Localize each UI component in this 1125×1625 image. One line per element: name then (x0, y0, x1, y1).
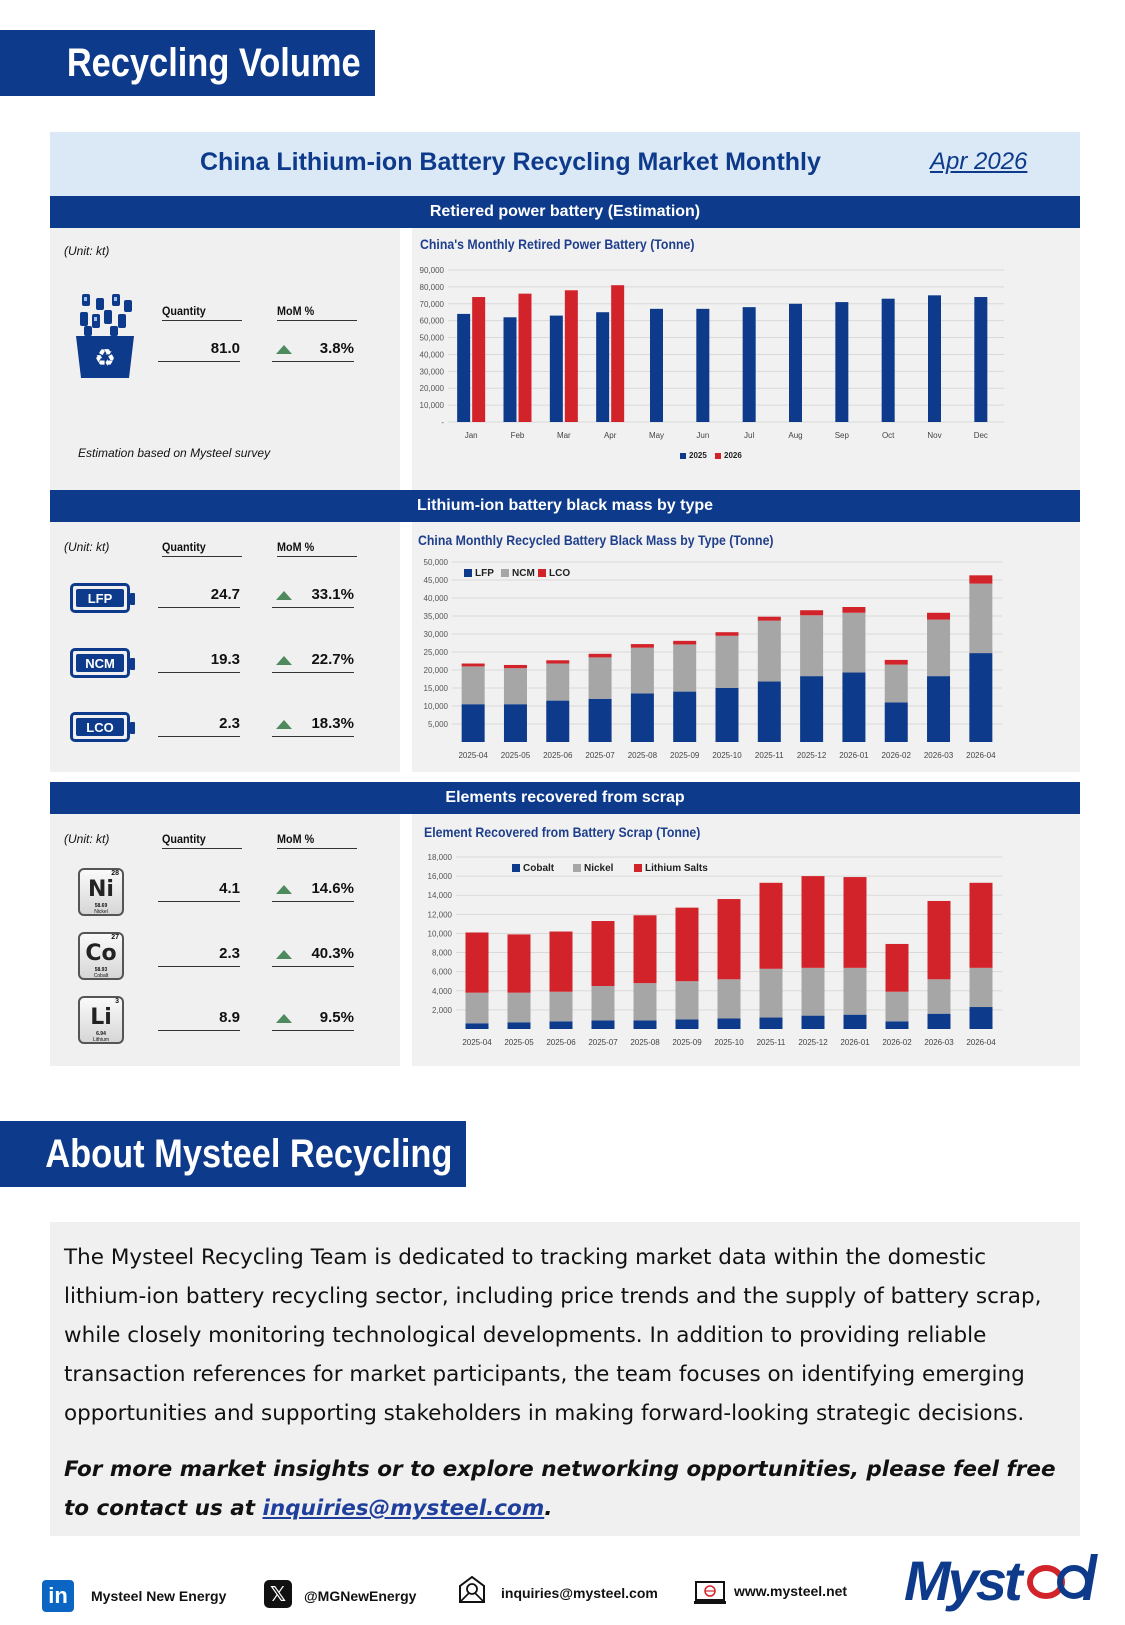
bar-series-2025 (650, 309, 663, 422)
bar-cobalt (760, 1018, 783, 1029)
x-tick-label: 2025-10 (712, 751, 742, 760)
bar-lco (885, 660, 908, 665)
bar-series-2025 (743, 307, 756, 422)
footer-linkedin-label[interactable]: Mysteel New Energy (91, 1588, 227, 1604)
bar-lithium-salts (802, 876, 825, 968)
x-tick-label: 2026-01 (840, 1038, 870, 1047)
bar-ncm (800, 615, 823, 676)
bar-lco (462, 664, 485, 667)
bar-ncm (504, 668, 527, 704)
about-paragraph: The Mysteel Recycling Team is dedicated to tracking market data within the domestic lithium-ion battery recycling sector, including price trends and the supply of battery scrap, while closely monitoring technological developments. In addition to providing reliable transaction references for market participants, the team focuses on identifying emerging opportunities and supporting stakeholders in making forward-looking strategic decisions. (64, 1245, 1042, 1426)
x-tick-label: 2026-04 (966, 751, 996, 760)
bar-lithium-salts (634, 915, 657, 983)
bar-ncm (546, 664, 569, 701)
x-tick-label: 2026-03 (924, 1038, 954, 1047)
bar-nickel (676, 981, 699, 1019)
bar-cobalt (550, 1021, 573, 1029)
cobalt-mom-value: 40.3% (272, 945, 354, 967)
y-tick-label: 40,000 (419, 350, 444, 360)
ncm-mom-value: 22.7% (272, 651, 354, 673)
x-tick-label: Nov (927, 431, 942, 440)
y-tick-label: 16,000 (427, 872, 452, 882)
bar-lithium-salts (970, 883, 993, 968)
retired-battery-chart (412, 228, 1080, 490)
bar-lfp (969, 653, 992, 742)
lfp-quantity-value: 24.7 (158, 586, 240, 608)
elements-kpi-panel (50, 814, 400, 1066)
x-twitter-icon[interactable]: 𝕏 (264, 1580, 292, 1608)
retired-section-bar: Retiered power battery (Estimation) (50, 196, 1080, 228)
x-tick-label: Oct (881, 431, 895, 440)
report-title-band (50, 132, 1080, 196)
y-tick-label: 12,000 (427, 910, 452, 920)
x-tick-label: 2025-06 (546, 1038, 576, 1047)
bar-cobalt (718, 1018, 741, 1029)
website-icon[interactable] (694, 1580, 726, 1606)
bar-nickel (970, 968, 993, 1007)
bar-nickel (550, 992, 573, 1022)
y-tick-label: 90,000 (419, 266, 444, 275)
x-tick-label: 2026-01 (839, 751, 869, 760)
ncm-battery-icon: NCM (70, 648, 130, 678)
x-tick-label: 2026-02 (881, 751, 911, 760)
x-tick-label: 2025-10 (714, 1038, 744, 1047)
blackmass-chart-panel (412, 522, 1080, 772)
x-tick-label: 2025-08 (627, 751, 658, 760)
bar-series-2026 (472, 297, 485, 422)
bar-lco (673, 641, 696, 645)
x-tick-label: 2025-11 (756, 1038, 786, 1047)
bar-lfp (589, 699, 612, 742)
bar-nickel (886, 992, 909, 1022)
retired-quantity-value: 81.0 (158, 340, 240, 362)
lco-mom-value: 18.3% (272, 715, 354, 737)
lithium-mom-value: 9.5% (272, 1009, 354, 1031)
y-tick-label: 25,000 (423, 648, 448, 657)
bar-ncm (589, 657, 612, 698)
y-tick-label: 10,000 (423, 702, 448, 711)
bar-nickel (592, 986, 615, 1020)
y-tick-label: 50,000 (423, 558, 448, 567)
bar-nickel (718, 979, 741, 1018)
nickel-quantity-value: 4.1 (158, 880, 240, 902)
y-tick-label: 10,000 (419, 401, 444, 411)
footer-email-label[interactable]: inquiries@mysteel.com (501, 1585, 658, 1601)
bar-series-2025 (504, 317, 517, 422)
y-tick-label: 20,000 (419, 384, 444, 394)
x-tick-label: Sep (834, 431, 849, 440)
bar-nickel (928, 979, 951, 1013)
legend-swatch (464, 569, 472, 577)
linkedin-icon[interactable]: in (42, 1580, 74, 1612)
y-tick-label: 35,000 (423, 612, 448, 621)
section-title-about: About Mysteel Recycling (0, 1121, 466, 1187)
battery-recycling-bin-icon (74, 292, 136, 382)
bar-ncm (631, 648, 654, 694)
bar-lco (800, 610, 823, 615)
y-tick-label: 50,000 (419, 333, 444, 343)
footer-website-label[interactable]: www.mysteel.net (734, 1583, 848, 1599)
x-tick-label: 2025-07 (588, 1038, 618, 1047)
bar-series-2025 (835, 302, 848, 422)
mysteel-logo (904, 1548, 1104, 1614)
bar-lithium-salts (928, 901, 951, 979)
legend-label: NCM (512, 568, 535, 579)
bar-lithium-salts (718, 899, 741, 979)
retired-chart-title: China's Monthly Retired Power Battery (Tonne) (420, 236, 695, 252)
lithium-quantity-value: 8.9 (158, 1009, 240, 1031)
bar-series-2026 (565, 290, 578, 422)
bar-series-2026 (611, 285, 624, 422)
elements-unit: (Unit: kt) (64, 832, 110, 846)
bar-cobalt (634, 1020, 657, 1029)
x-tick-label: Apr (603, 431, 617, 440)
bar-lfp (673, 692, 696, 742)
x-tick-label: Dec (973, 431, 988, 440)
elements-mom-header: MoM % (277, 832, 357, 849)
bar-lfp (758, 682, 781, 742)
retired-unit: (Unit: kt) (64, 244, 110, 258)
elements-chart-panel (412, 814, 1080, 1066)
bar-lco (716, 632, 739, 636)
legend-swatch (573, 864, 581, 872)
lithium-element-icon: 3 Li 6.94 Lithium (78, 996, 124, 1044)
bar-nickel (760, 969, 783, 1018)
legend-swatch (680, 453, 686, 459)
bar-cobalt (844, 1015, 867, 1029)
blackmass-chart-title: China Monthly Recycled Battery Black Mass by Type (Tonne) (418, 532, 774, 548)
bar-series-2025 (882, 299, 895, 422)
bar-nickel (508, 993, 531, 1023)
retired-mom-value: 3.8% (272, 340, 354, 362)
bar-lco (927, 613, 950, 620)
bar-series-2025 (550, 316, 563, 422)
cobalt-element-icon: 27 Co 58.93 Cobalt (78, 932, 124, 980)
y-tick-label: 70,000 (419, 299, 444, 309)
elements-quantity-header: Quantity (162, 832, 242, 849)
legend-label: LFP (475, 568, 494, 579)
x-tick-label: Aug (788, 431, 803, 440)
bar-lithium-salts (676, 908, 699, 982)
elements-chart (412, 814, 1080, 1066)
x-tick-label: 2025-11 (754, 751, 784, 760)
about-box (50, 1222, 1080, 1536)
ncm-quantity-value: 19.3 (158, 651, 240, 673)
bar-cobalt (928, 1014, 951, 1029)
retired-mom-header: MoM % (277, 304, 357, 321)
legend-label: 2025 (689, 451, 707, 460)
bar-lithium-salts (466, 932, 489, 992)
bar-cobalt (508, 1022, 531, 1029)
lfp-battery-icon: LFP (70, 583, 130, 613)
bar-nickel (844, 968, 867, 1015)
retired-estimation-note: Estimation based on Mysteel survey (78, 446, 271, 460)
report-date: Apr 2026 (930, 148, 1028, 175)
bar-ncm (842, 613, 865, 673)
report-title: China Lithium-ion Battery Recycling Market Monthly (200, 148, 821, 176)
x-tick-label: Jun (696, 431, 710, 440)
email-icon[interactable] (458, 1574, 486, 1604)
bar-cobalt (592, 1020, 615, 1029)
x-tick-label: 2025-07 (585, 751, 615, 760)
bar-lco (631, 644, 654, 648)
x-tick-label: 2025-04 (462, 1038, 492, 1047)
bar-nickel (634, 983, 657, 1020)
x-tick-label: 2026-03 (923, 751, 954, 760)
bar-lithium-salts (844, 877, 867, 968)
y-tick-label: 2,000 (431, 1005, 452, 1015)
x-tick-label: 2025-12 (798, 1038, 828, 1047)
cobalt-quantity-value: 2.3 (158, 945, 240, 967)
legend-swatch (501, 569, 509, 577)
bar-series-2025 (928, 295, 941, 422)
y-tick-label: 40,000 (423, 594, 448, 603)
x-tick-label: 2026-02 (882, 1038, 912, 1047)
retired-quantity-header: Quantity (162, 304, 242, 321)
report-card (50, 132, 1080, 1074)
y-tick-label: 20,000 (423, 666, 448, 675)
y-tick-label: 60,000 (419, 316, 444, 326)
legend-label: Lithium Salts (645, 863, 708, 874)
lfp-mom-value: 33.1% (272, 586, 354, 608)
blackmass-quantity-header: Quantity (162, 540, 242, 557)
x-tick-label: 2025-12 (796, 751, 827, 760)
bar-lfp (885, 702, 908, 742)
bar-lithium-salts (592, 921, 615, 986)
y-tick-label: 80,000 (419, 282, 444, 292)
y-tick-label: 45,000 (423, 576, 448, 585)
retired-chart-panel (412, 228, 1080, 490)
bar-series-2025 (974, 297, 987, 422)
x-tick-label: Jul (744, 431, 755, 440)
blackmass-section-bar: Lithium-ion battery black mass by type (50, 490, 1080, 522)
bar-series-2025 (789, 304, 802, 422)
x-tick-label: 2025-05 (500, 751, 531, 760)
y-tick-label: 15,000 (423, 684, 448, 693)
x-tick-label: Mar (556, 431, 571, 440)
y-tick-label: 30,000 (419, 367, 444, 377)
y-tick-label: 14,000 (427, 891, 452, 901)
y-tick-label: - (441, 418, 444, 427)
bar-lco (969, 575, 992, 583)
lco-quantity-value: 2.3 (158, 715, 240, 737)
x-tick-label: 2025-04 (458, 751, 488, 760)
svg-text:♻: ♻ (94, 345, 116, 372)
bar-lfp (546, 701, 569, 742)
bar-cobalt (466, 1023, 489, 1029)
legend-label: LCO (549, 568, 571, 579)
bar-ncm (969, 584, 992, 653)
blackmass-mom-header: MoM % (277, 540, 357, 557)
legend-label: Nickel (584, 863, 614, 874)
contact-email-link[interactable]: inquiries@mysteel.com (262, 1496, 545, 1521)
section-title-recycling-volume: Recycling Volume (0, 30, 375, 96)
x-tick-label: 2025-05 (504, 1038, 534, 1047)
y-tick-label: 4,000 (431, 986, 452, 996)
bar-lco (589, 654, 612, 658)
bar-lfp (462, 704, 485, 742)
bar-lfp (716, 688, 739, 742)
bar-lfp (631, 693, 654, 742)
bar-ncm (885, 665, 908, 703)
bar-lfp (504, 704, 527, 742)
x-tick-label: 2025-09 (670, 751, 700, 760)
bar-ncm (462, 666, 485, 704)
bar-lco (546, 660, 569, 663)
bar-nickel (802, 968, 825, 1016)
legend-label: Cobalt (523, 863, 555, 874)
x-tick-label: 2025-06 (543, 751, 573, 760)
x-tick-label: Jan (464, 431, 478, 440)
bar-cobalt (802, 1016, 825, 1029)
footer-x-label[interactable]: @MGNewEnergy (304, 1588, 417, 1604)
bar-series-2025 (696, 309, 709, 422)
bar-ncm (927, 620, 950, 677)
retired-kpi-panel (50, 228, 400, 490)
legend-swatch (715, 453, 721, 459)
legend-label: 2026 (724, 451, 742, 460)
bar-lithium-salts (508, 934, 531, 992)
blackmass-unit: (Unit: kt) (64, 540, 110, 554)
blackmass-chart (412, 522, 1080, 772)
y-tick-label: 10,000 (427, 929, 452, 939)
y-tick-label: 6,000 (431, 967, 452, 977)
y-tick-label: 8,000 (431, 948, 452, 958)
bar-cobalt (970, 1007, 993, 1029)
nickel-mom-value: 14.6% (272, 880, 354, 902)
bar-ncm (758, 621, 781, 682)
y-tick-label: 30,000 (423, 630, 448, 639)
bar-lithium-salts (760, 883, 783, 969)
bar-lithium-salts (886, 944, 909, 992)
blackmass-kpi-panel (50, 522, 400, 772)
x-tick-label: 2025-08 (630, 1038, 660, 1047)
bar-ncm (716, 636, 739, 688)
legend-swatch (634, 864, 642, 872)
svg-text:Myst: Myst (904, 1549, 1020, 1612)
x-tick-label: 2026-04 (966, 1038, 996, 1047)
nickel-element-icon: 28 Ni 58.69 Nickel (78, 868, 124, 916)
elements-chart-title: Element Recovered from Battery Scrap (Tonne) (424, 824, 701, 840)
x-tick-label: May (648, 431, 665, 440)
bar-series-2025 (457, 314, 470, 422)
x-tick-label: 2025-09 (672, 1038, 702, 1047)
bar-lco (758, 617, 781, 621)
bar-cobalt (886, 1021, 909, 1029)
bar-cobalt (676, 1019, 699, 1029)
bar-nickel (466, 993, 489, 1024)
bar-lco (842, 607, 865, 613)
bar-lithium-salts (550, 932, 573, 992)
legend-swatch (512, 864, 520, 872)
y-tick-label: 5,000 (427, 720, 448, 729)
legend-swatch (538, 569, 546, 577)
bar-lfp (927, 676, 950, 742)
y-tick-label: 18,000 (427, 853, 452, 862)
bar-series-2025 (596, 312, 609, 422)
x-tick-label: Feb (510, 431, 525, 440)
contact-paragraph: For more market insights or to explore networking opportunities, please feel free to contact us at inquiries@mysteel.com. (64, 1457, 1056, 1521)
bar-ncm (673, 644, 696, 691)
bar-lfp (842, 673, 865, 742)
bar-lfp (800, 676, 823, 742)
elements-section-bar: Elements recovered from scrap (50, 782, 1080, 814)
lco-battery-icon: LCO (70, 712, 130, 742)
bar-series-2026 (519, 294, 532, 422)
bar-lco (504, 665, 527, 668)
